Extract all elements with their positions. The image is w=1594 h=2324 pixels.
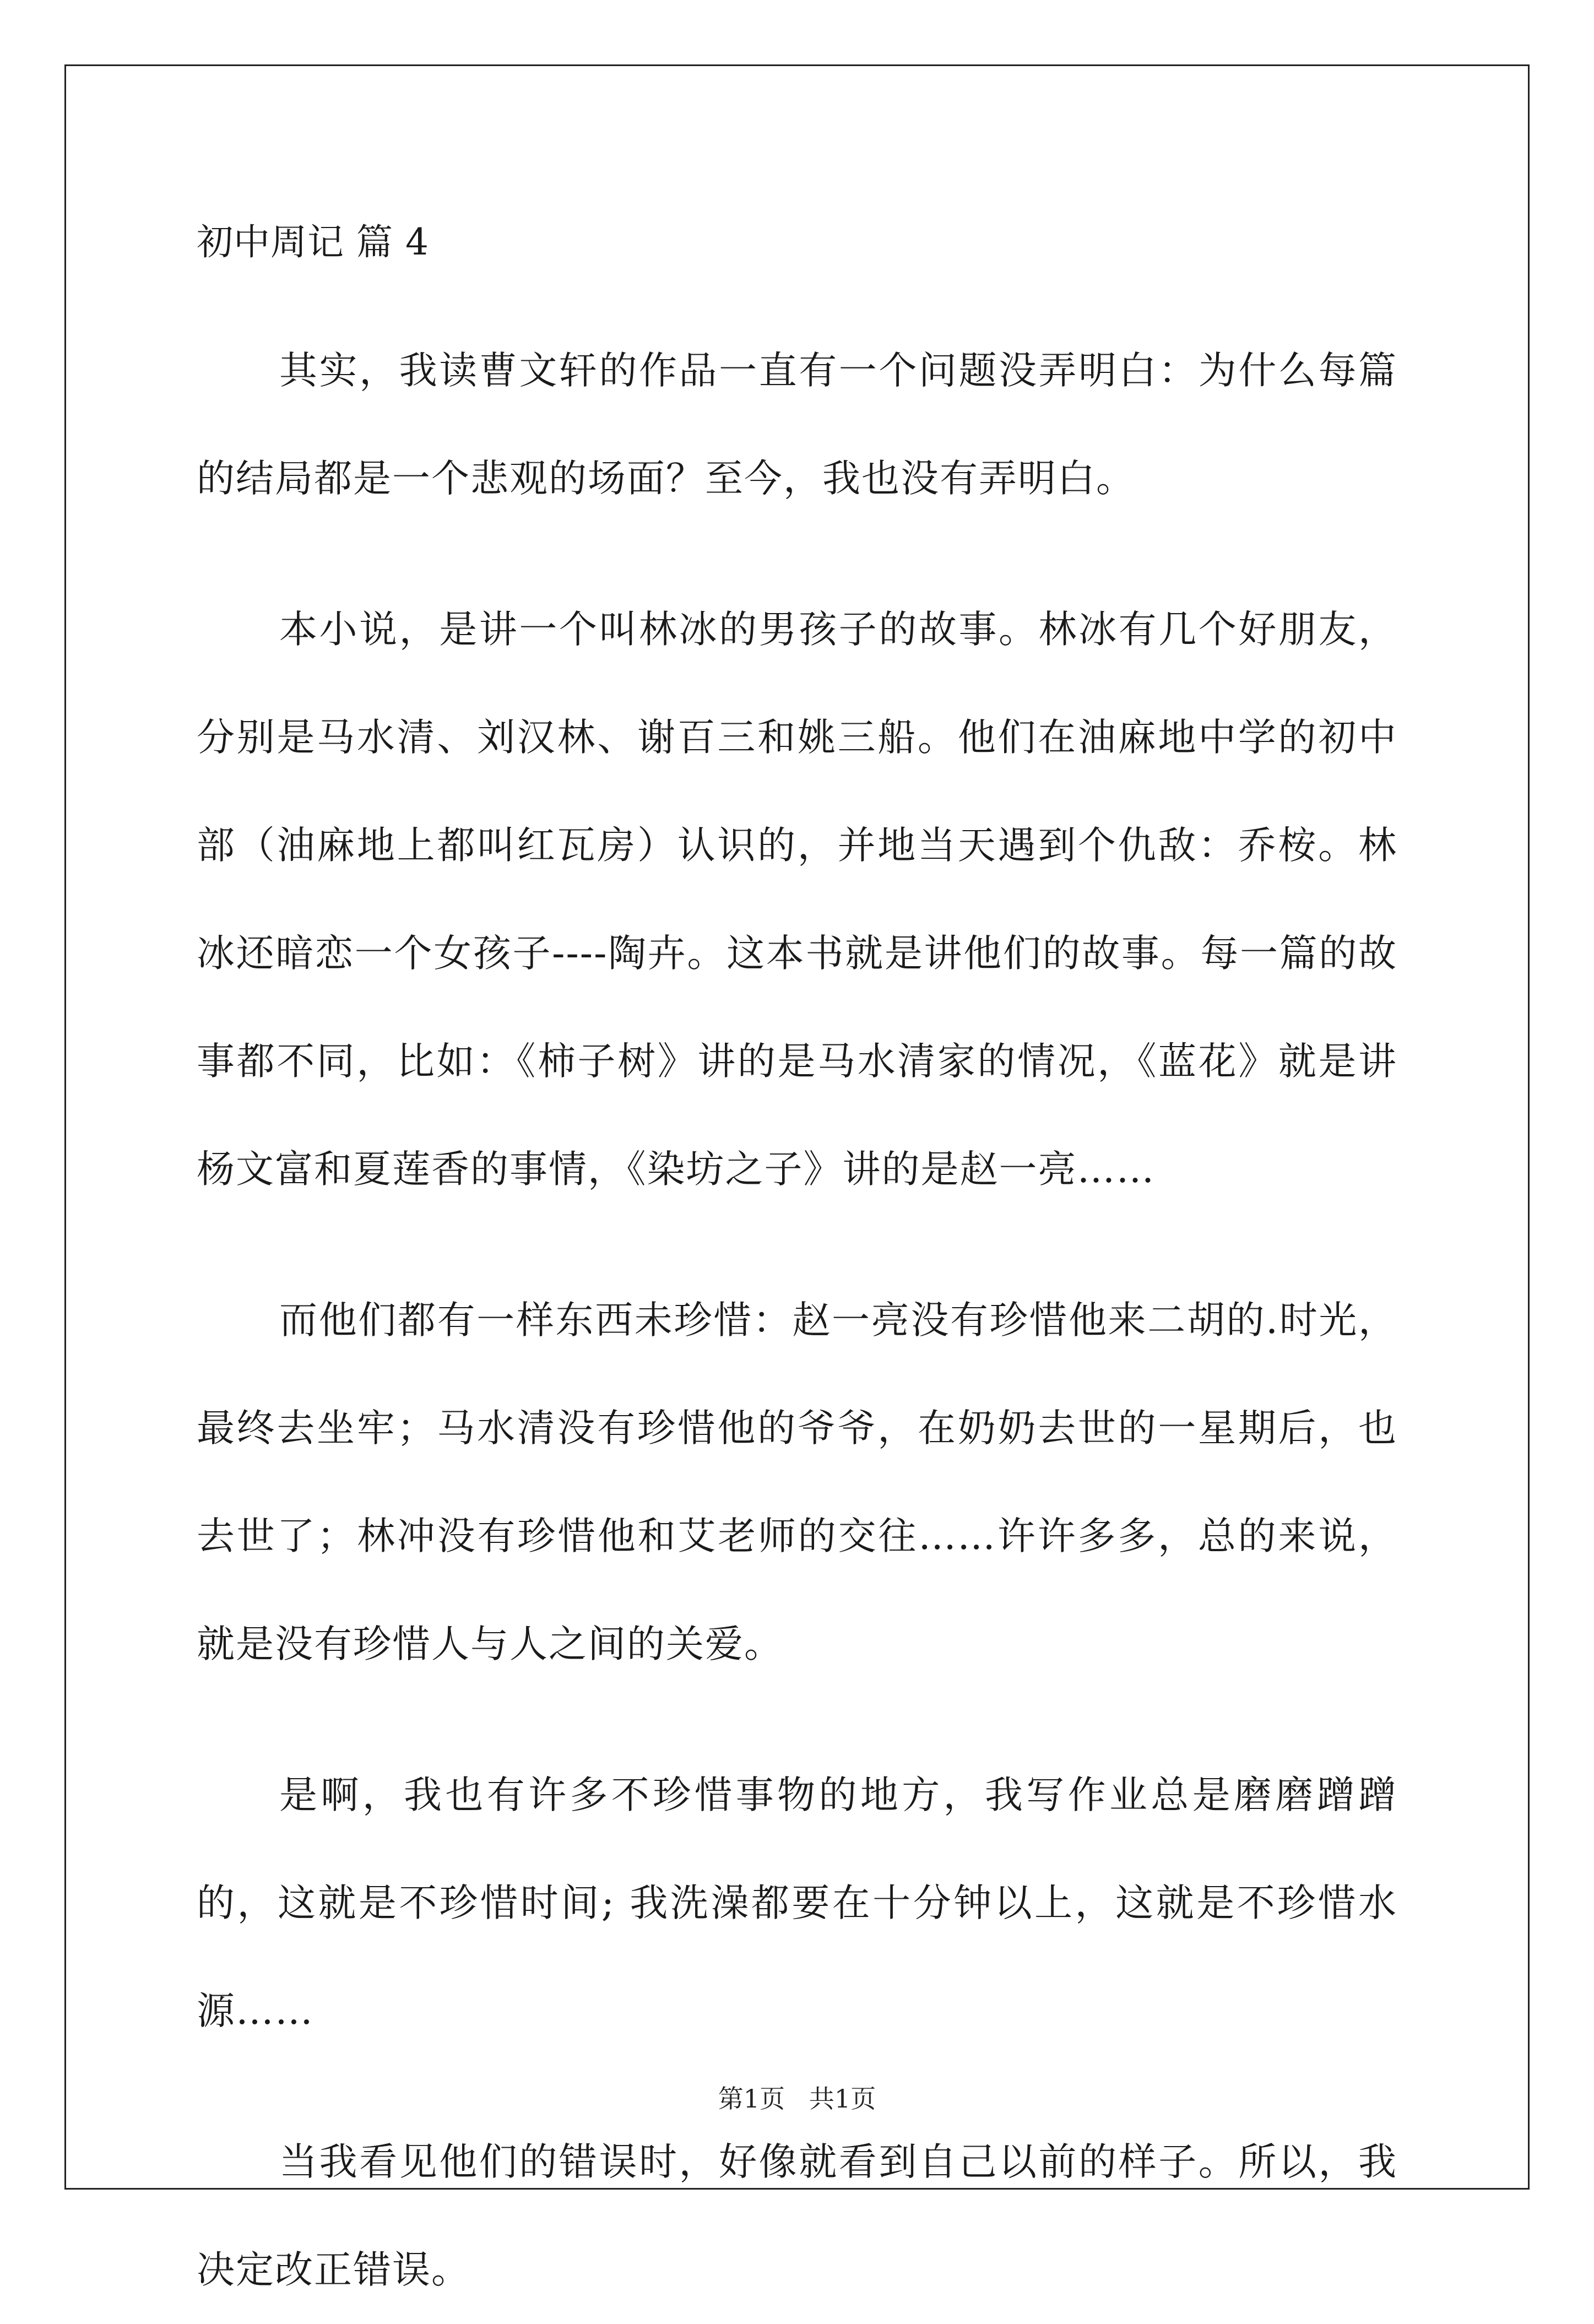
page-number-footer: 第1页 共1页 <box>718 2084 876 2114</box>
paragraph-5: 当我看见他们的错误时，好像就看到自己以前的样子。所以，我决定改正错误。 <box>197 2140 1397 2292</box>
paragraph-4: 是啊，我也有许多不珍惜事物的地方，我写作业总是磨磨蹭蹭的，这就是不珍惜时间; 我洗澡都要在十分钟以上，这就是不珍惜水源…… <box>197 1773 1397 2033</box>
document-title: 初中周记 篇 4 <box>197 221 429 263</box>
paragraph-2: 本小说，是讲一个叫林冰的男孩子的故事。林冰有几个好朋友，分别是马水清、刘汉林、谢百三和姚三船。他们在油麻地中学的初中部（油麻地上都叫红瓦房）认识的，并地当天遇到个仇敌：乔桉。林冰还暗恋一个女孩子----陶卉。这本书就是讲他们的故事。每一篇的故事都不同，比如：《柿子树》讲的是马水清家的情况，《蓝花》就是讲杨文富和夏莲香的事情，《染坊之子》讲的是赵一亮…… <box>197 608 1397 1191</box>
document-body <box>197 209 1397 2324</box>
paragraph-1: 其实，我读曹文轩的作品一直有一个问题没弄明白：为什么每篇的结局都是一个悲观的场面？至今，我也没有弄明白。 <box>197 349 1397 501</box>
paragraph-3: 而他们都有一样东西未珍惜：赵一亮没有珍惜他来二胡的.时光，最终去坐牢；马水清没有珍惜他的爷爷，在奶奶去世的一星期后，也去世了；林冲没有珍惜他和艾老师的交往……许许多多，总的来说，就是没有珍惜人与人之间的关爱。 <box>197 1298 1397 1666</box>
